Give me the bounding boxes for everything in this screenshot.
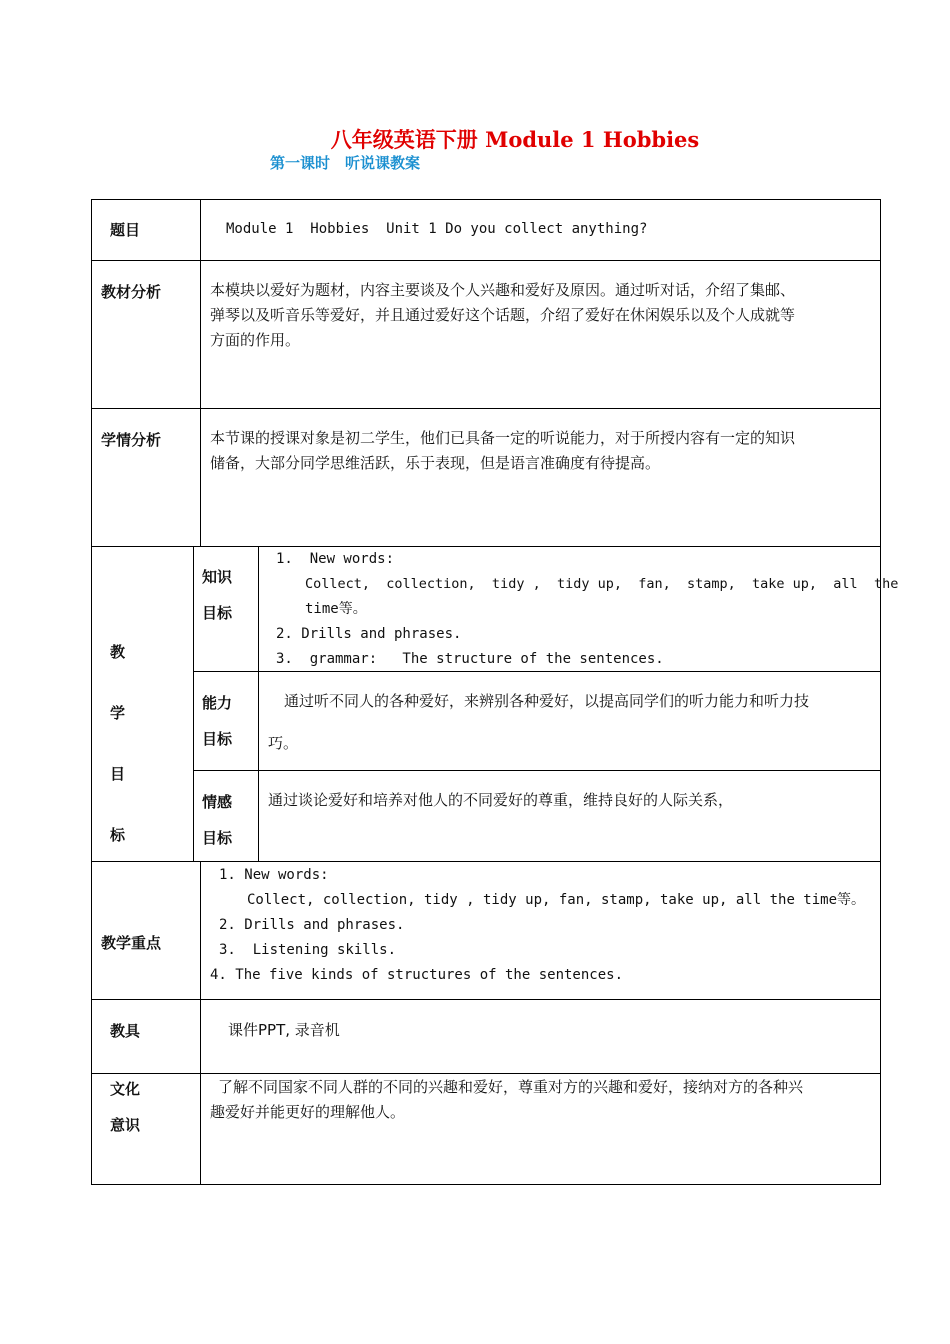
ability-goal-line: 巧。 xyxy=(268,734,299,752)
textbook-analysis-line: 本模块以爱好为题材，内容主要谈及个人兴趣和爱好及原因。通过听对话，介绍了集邮、 xyxy=(210,281,796,299)
table-border-bottom xyxy=(91,1184,881,1185)
teaching-goals-label-char: 标 xyxy=(110,826,126,844)
row-divider xyxy=(91,408,881,409)
key-points-line: Collect, collection, tidy , tidy up, fan, stamp, take up, all the time等。 xyxy=(247,892,866,908)
ability-goal-line: 通过听不同人的各种爱好，来辨别各种爱好，以提高同学们的听力能力和听力技 xyxy=(284,692,810,710)
knowledge-goal-line: 3. grammar: The structure of the sentences. xyxy=(276,651,664,667)
teaching-goals-label-char: 目 xyxy=(110,765,126,783)
textbook-analysis-line: 弹琴以及听音乐等爱好，并且通过爱好这个话题，介绍了爱好在休闲娱乐以及个人成就等 xyxy=(210,306,796,324)
row-divider xyxy=(193,770,881,771)
cultural-awareness-label: 文化 xyxy=(110,1080,141,1098)
row-divider xyxy=(91,1073,881,1074)
teaching-tools-value: 课件PPT, 录音机 xyxy=(228,1021,340,1039)
student-analysis-line: 储备，大部分同学思维活跃，乐于表现，但是语言准确度有待提高。 xyxy=(210,454,661,472)
cultural-awareness-label: 意识 xyxy=(110,1116,141,1134)
key-points-line: 3. Listening skills. xyxy=(219,942,397,958)
teaching-goals-label-char: 教 xyxy=(110,643,126,661)
emotion-goal-label: 目标 xyxy=(202,829,233,847)
emotion-goal-label: 情感 xyxy=(202,793,233,811)
row-divider xyxy=(91,260,881,261)
knowledge-goal-line: Collect, collection, tidy , tidy up, fan, stamp, take up, all the xyxy=(305,576,899,592)
student-analysis-label: 学情分析 xyxy=(101,431,162,449)
student-analysis-line: 本节课的授课对象是初二学生，他们已具备一定的听说能力，对于所授内容有一定的知识 xyxy=(210,429,796,447)
textbook-analysis-label: 教材分析 xyxy=(101,283,162,301)
teaching-goals-label-char: 学 xyxy=(110,704,126,722)
document-subtitle: 第一课时 听说课教案 xyxy=(270,154,421,172)
knowledge-goal-label: 知识 xyxy=(202,568,233,586)
row-divider xyxy=(91,546,881,547)
row-divider xyxy=(91,861,881,862)
table-border-top xyxy=(91,199,881,200)
cultural-awareness-line: 了解不同国家不同人群的不同的兴趣和爱好，尊重对方的兴趣和爱好，接纳对方的各种兴 xyxy=(218,1078,804,1096)
teaching-tools-label: 教具 xyxy=(110,1022,141,1040)
key-points-line: 1. New words: xyxy=(219,867,329,883)
table-border-right xyxy=(880,199,881,1185)
cultural-awareness-line: 趣爱好并能更好的理解他人。 xyxy=(210,1103,406,1121)
column-divider xyxy=(258,546,259,862)
key-points-label: 教学重点 xyxy=(101,934,162,952)
knowledge-goal-label: 目标 xyxy=(202,604,233,622)
knowledge-goal-line: 2. Drills and phrases. xyxy=(276,626,462,642)
knowledge-goal-line: 1. New words: xyxy=(276,551,395,567)
column-divider xyxy=(193,546,194,862)
topic-value: Module 1 Hobbies Unit 1 Do you collect anything? xyxy=(226,221,648,237)
emotion-goal-text: 通过谈论爱好和培养对他人的不同爱好的尊重，维持良好的人际关系， xyxy=(268,791,734,809)
table-border-left xyxy=(91,199,92,1185)
ability-goal-label: 能力 xyxy=(202,694,233,712)
topic-label: 题目 xyxy=(110,221,141,239)
column-divider xyxy=(200,199,201,547)
row-divider xyxy=(91,999,881,1000)
textbook-analysis-line: 方面的作用。 xyxy=(210,331,301,349)
key-points-line: 4. The five kinds of structures of the sentences. xyxy=(210,967,624,983)
key-points-line: 2. Drills and phrases. xyxy=(219,917,405,933)
column-divider xyxy=(200,861,201,1185)
ability-goal-label: 目标 xyxy=(202,730,233,748)
knowledge-goal-line: time等。 xyxy=(305,601,367,617)
document-title: 八年级英语下册 Module 1 Hobbies xyxy=(330,127,700,152)
